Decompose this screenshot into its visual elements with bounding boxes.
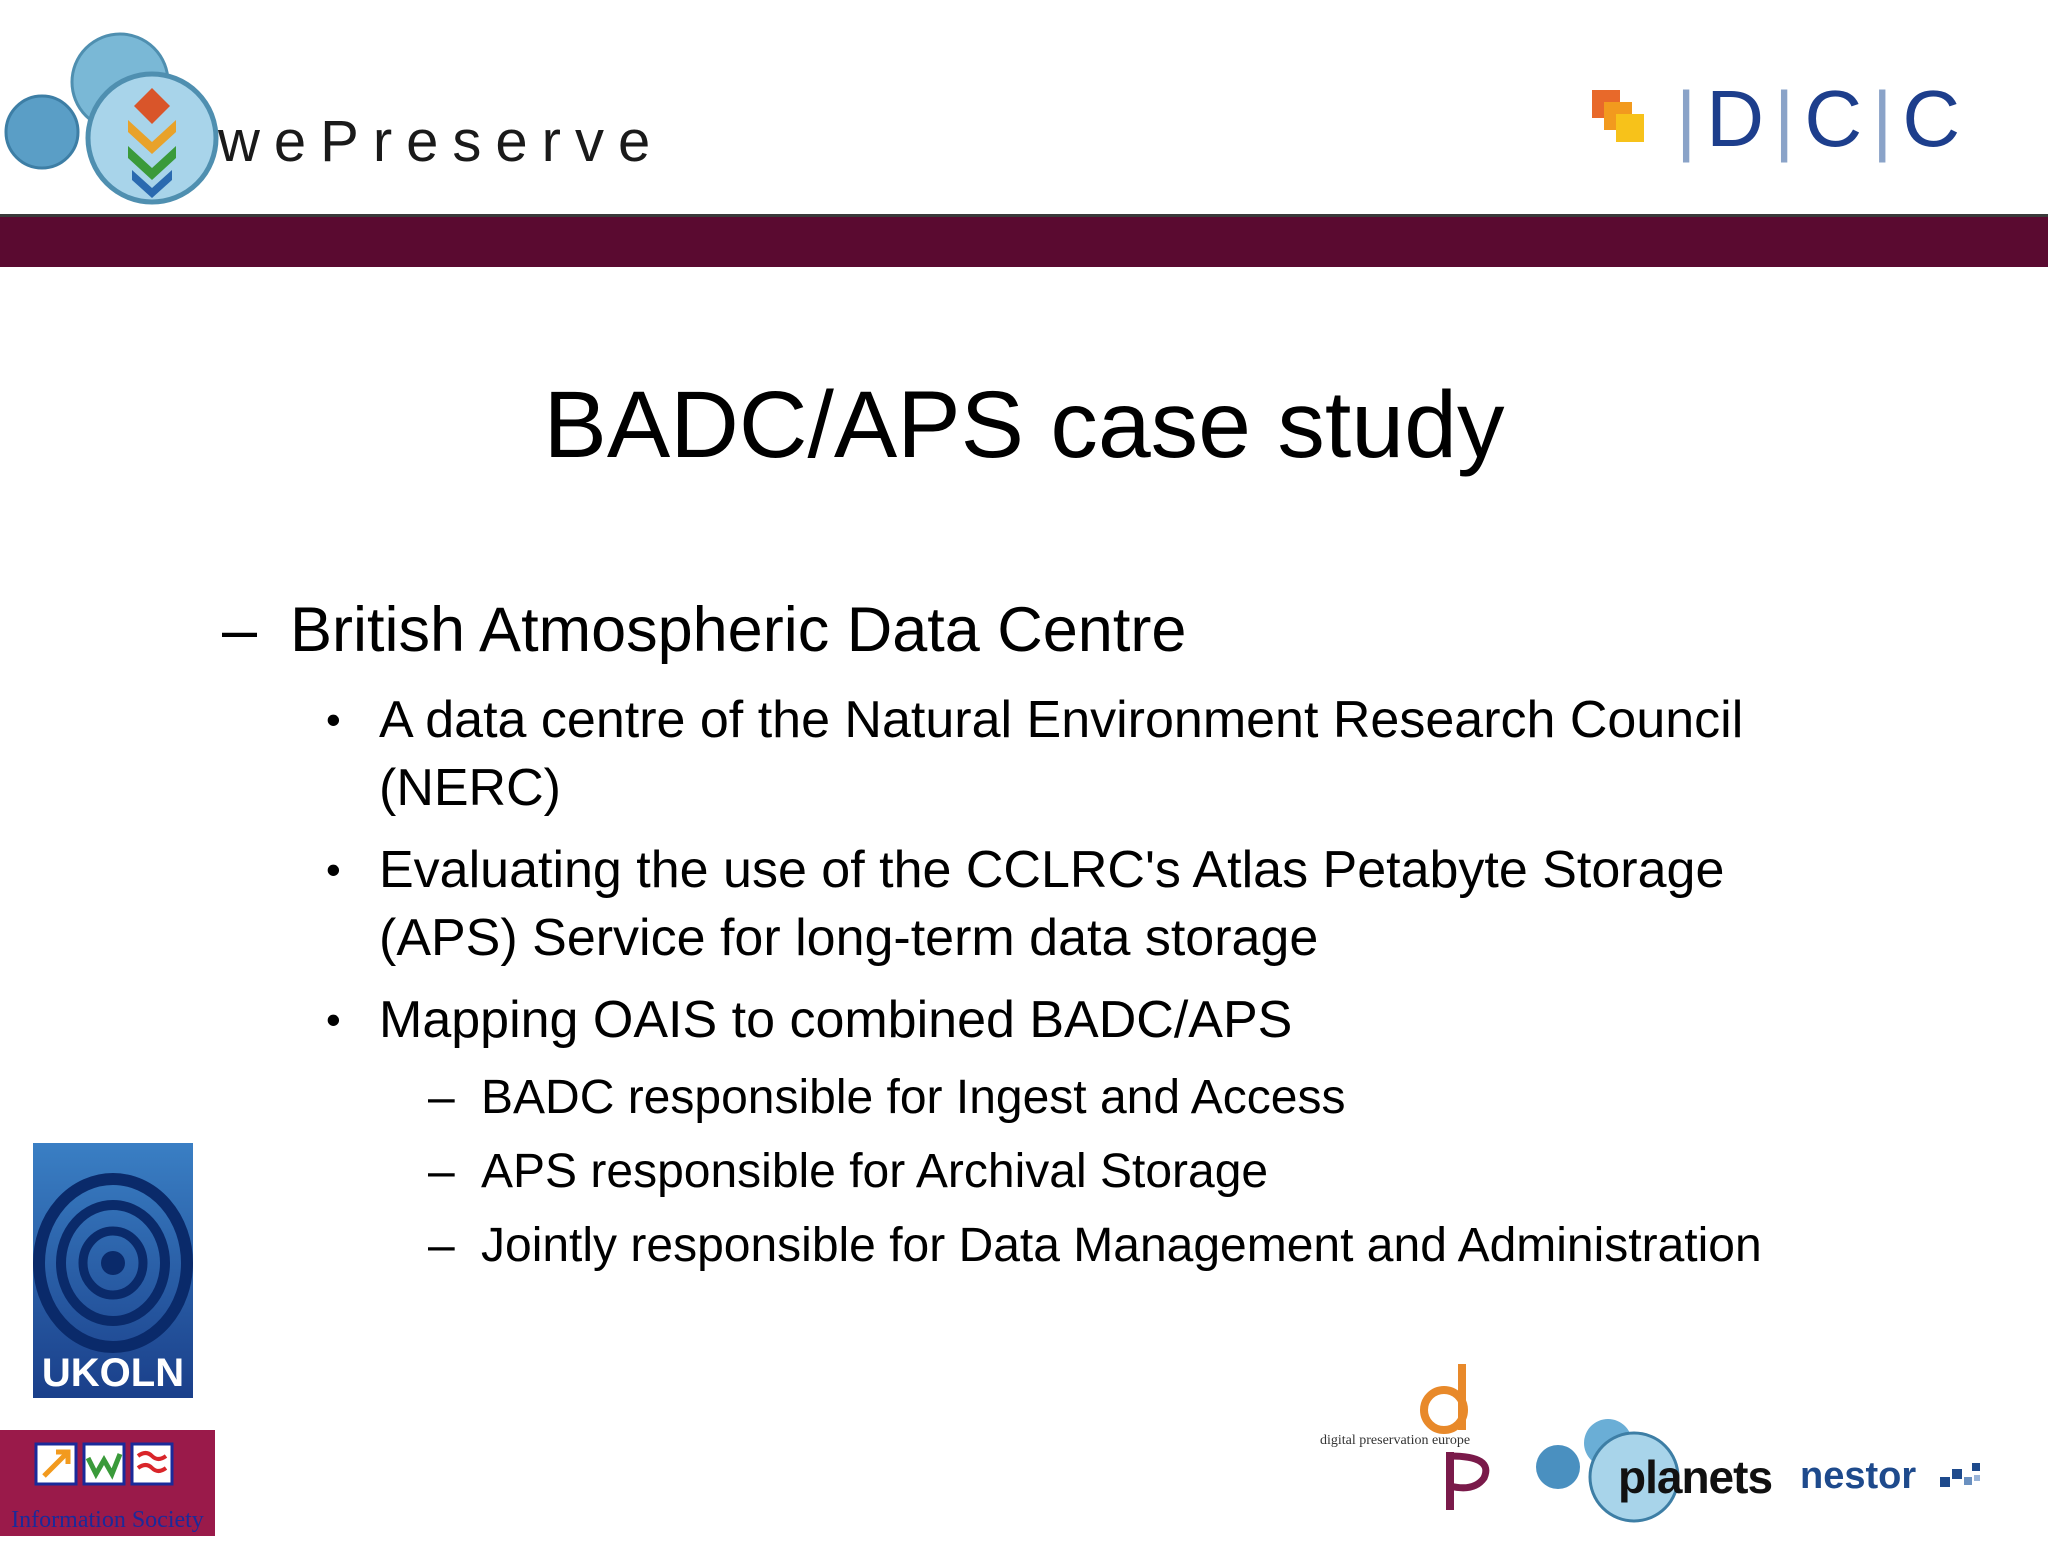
dash-marker: – bbox=[428, 1071, 455, 1124]
wepreserve-wordmark: wePreserve bbox=[218, 109, 665, 174]
bullet-text-line: A data centre of the Natural Environment Research Council bbox=[379, 691, 1744, 749]
bullet-text-line: (NERC) bbox=[379, 759, 561, 817]
sub-item-text: APS responsible for Archival Storage bbox=[481, 1145, 1269, 1198]
planets-wordmark: planets bbox=[1618, 1451, 1773, 1503]
information-society-wordmark: Information Society bbox=[11, 1507, 204, 1533]
bullet-text-line: (APS) Service for long-term data storage bbox=[379, 909, 1319, 967]
dpe-wordmark: digital preservation europe bbox=[1320, 1433, 1471, 1448]
bullet-marker: • bbox=[326, 996, 341, 1043]
dcc-letter-d: D bbox=[1706, 74, 1767, 163]
nestor-squares-icon bbox=[1940, 1461, 1984, 1491]
dcc-letter-c1: C bbox=[1804, 74, 1865, 163]
planets-logo bbox=[1530, 1415, 1773, 1525]
bullet-marker: • bbox=[326, 696, 341, 743]
bullet-marker: • bbox=[326, 846, 341, 893]
nestor-logo bbox=[1800, 1455, 1980, 1505]
level1-text: British Atmospheric Data Centre bbox=[290, 595, 1187, 665]
nestor-wordmark: nestor bbox=[1800, 1455, 1917, 1497]
sub-item-text: Jointly responsible for Data Management and Administration bbox=[481, 1219, 1762, 1272]
ukoln-wordmark: UKOLN bbox=[41, 1351, 185, 1395]
information-society-logo bbox=[0, 1430, 215, 1536]
digital-preservation-europe-logo bbox=[1318, 1360, 1508, 1520]
bullet-text-line: Evaluating the use of the CCLRC's Atlas Petabyte Storage bbox=[379, 841, 1725, 899]
dash-marker: – bbox=[428, 1145, 455, 1198]
bullet-text-line: Mapping OAIS to combined BADC/APS bbox=[379, 991, 1293, 1049]
slide-title: BADC/APS case study bbox=[543, 372, 1505, 478]
sub-item-text: BADC responsible for Ingest and Access bbox=[481, 1071, 1346, 1124]
dcc-letter-c2: C bbox=[1902, 74, 1963, 163]
dash-marker: – bbox=[222, 595, 258, 665]
dcc-wordmark: | D | C | C bbox=[1676, 74, 1963, 163]
dash-marker: – bbox=[428, 1219, 455, 1272]
ukoln-logo bbox=[33, 1143, 193, 1398]
